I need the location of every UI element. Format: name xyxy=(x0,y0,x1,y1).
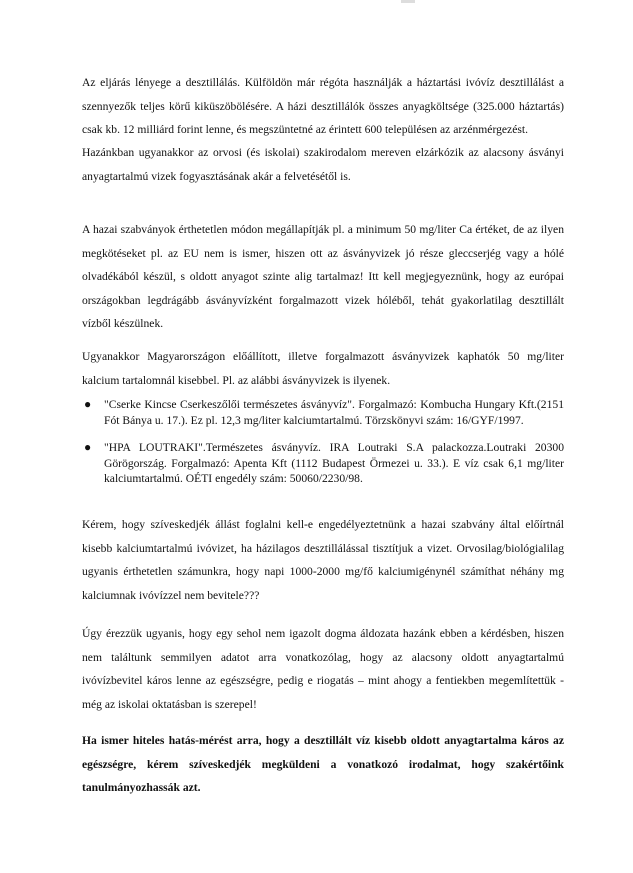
list-item xyxy=(82,440,564,487)
bullet-icon: ● xyxy=(84,440,92,454)
paragraph-dogma: Úgy érezzük ugyanis, hogy egy sehol nem igazolt dogma áldozata hazánk ebben a kérdésben, hiszen nem találtunk semmilyen adatot arra vonatkozólag, hogy az alacsony oldott anyagtartalmú ivóvízbevitel káros lenne az egészségre, pedig e riogatás – mint ahogy a fentiekben megemlítettük - még az iskolai oktatásban is szerepel! xyxy=(82,627,564,711)
paragraph-distillation: Az eljárás lényege a desztillálás. Külföldön már régóta használják a háztartási ivóvíz desztillálást a szennyezők teljes körű kiküszöbölésére. A házi desztillálók összes anyagköltsége (325.000 háztartás) csak kb. 12 milliárd forint lenne, és megszüntetné az érintett 600 településen az arzénmérgezést. xyxy=(82,76,564,136)
list-item xyxy=(82,397,564,428)
paragraph-bold-request: Ha ismer hiteles hatás-mérést arra, hogy a desztillált víz kisebb oldott anyagtartalma káros az egészségre, kérem szíveskedjék megküldeni a vonatkozó irodalmat, hogy szakértőink tanulmányozhassák azt. xyxy=(82,734,564,794)
list-item-text: "Cserke Kincse Cserkeszőlői természetes ásványvíz". Forgalmazó: Kombucha Hungary Kft.(2151 Fót Bánya u. 17.). Ez pl. 12,3 mg/liter kalciumtartalmú. Törzskönyvi szám: 16/GYF/1997. xyxy=(104,398,564,427)
list-item-text: "HPA LOUTRAKI".Természetes ásványvíz. IRA Loutraki S.A palackozza.Loutraki 20300 Görögország. Forgalmazó: Apenta Kft (1112 Budapest Örmezei u. 33.). E víz csak 6,1 mg/liter kalciumtartalmú. OÉTI engedély szám: 50060/2230/98. xyxy=(104,441,564,485)
mineral-water-list xyxy=(82,397,564,499)
bullet-icon: ● xyxy=(84,397,92,411)
scan-mark xyxy=(401,0,415,3)
paragraph-standards: A hazai szabványok érthetetlen módon megállapítják pl. a minimum 50 mg/liter Ca értéket, de az ilyen megkötéseket pl. az EU nem is ismer, hiszen ott az ásványvizek jó része gleccserjég vagy a hólé olvadékából készül, s oldott anyagot szinte alig tartalmaz! Itt kell megjegyeznünk, hogy az európai országokban legdrágább ásványvízként forgalmazott vizek hóléből, tehát gyakorlatilag desztillált vízből készülnek. xyxy=(82,223,564,330)
paragraph-request: Kérem, hogy szíveskedjék állást foglalni kell-e engedélyeztetnünk a hazai szabvány által előírtnál kisebb kalciumtartalmú ivóvizet, ha házilagos desztillálással tisztítjuk a vizet. Orvosilag/biológialilag ugyanis érthetetlen számunkra, hogy napi 1000-2000 mg/fő kalciumigénynél számíthat néhány mg kalciumnak ivóvízzel nem bevitele??? xyxy=(82,518,564,602)
paragraph-mineral-waters: Ugyanakkor Magyarországon előállított, illetve forgalmazott ásványvizek kaphatók 50 mg/liter kalcium tartalomnál kisebbel. Pl. az alábbi ásványvizek is ilyenek. xyxy=(82,350,564,387)
paragraph-medical-literature: Hazánkban ugyanakkor az orvosi (és iskolai) szakirodalom mereven elzárkózik az alacsony ásványi anyagtartalmú vizek fogyasztásának akár a felvetésétől is. xyxy=(82,146,564,183)
